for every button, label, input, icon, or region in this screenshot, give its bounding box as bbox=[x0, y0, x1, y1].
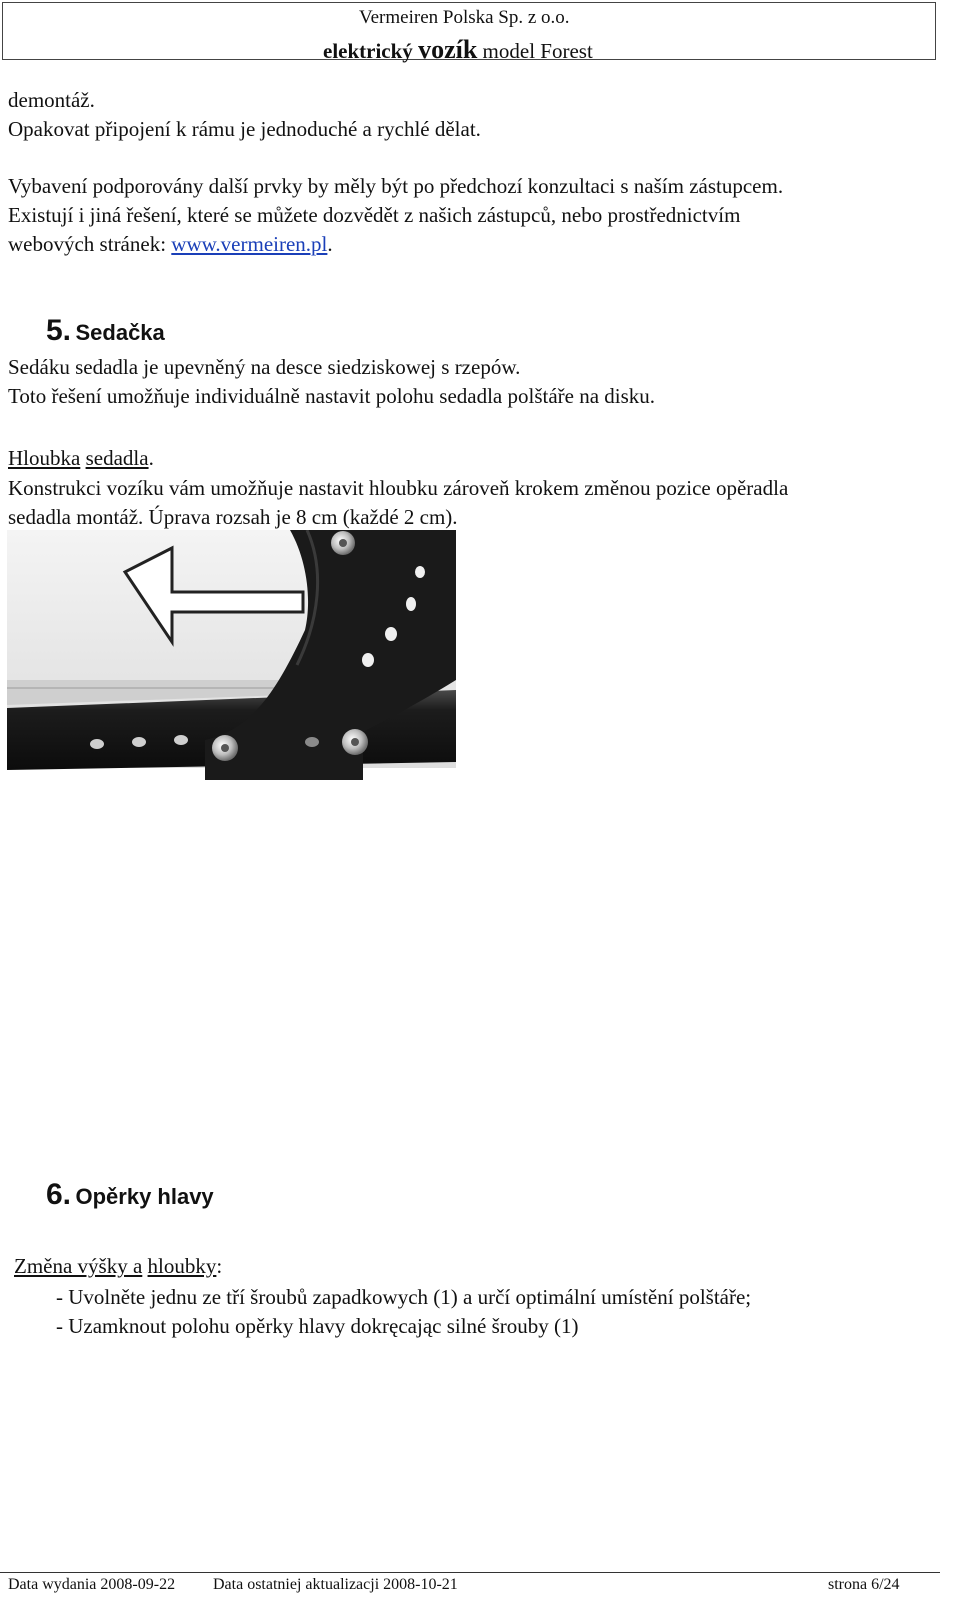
header-product-word1: elektrický bbox=[323, 39, 413, 63]
section-6-subheading bbox=[14, 1254, 222, 1279]
vermeiren-website-link[interactable]: www.vermeiren.pl bbox=[171, 232, 328, 256]
section-5-heading bbox=[46, 314, 165, 348]
height-depth-suffix: : bbox=[216, 1254, 223, 1278]
section-5-paragraph-1: Sedáku sedadla je upevněný na desce siedziskowej s rzepów. bbox=[8, 355, 521, 379]
footer-issue-date: Data wydania 2008-09-22 bbox=[8, 1576, 176, 1593]
footer-divider bbox=[0, 1572, 940, 1573]
seat-depth-suffix: . bbox=[148, 446, 154, 470]
page-header bbox=[2, 2, 936, 64]
section-6-number: 6. bbox=[46, 1178, 72, 1211]
section-5-paragraph-4: sedadla montáž. Úprava rozsah je 8 cm (každé 2 cm). bbox=[8, 505, 458, 529]
intro-line-3: Vybavení podporovány další prvky by měly být po předchozí konzultaci s naším zástupcem. bbox=[8, 174, 784, 198]
section-6-heading bbox=[46, 1178, 214, 1212]
height-depth-word-2: hloubky bbox=[147, 1254, 217, 1278]
seat-bracket-illustration bbox=[7, 530, 456, 832]
height-depth-word-1: Změna výšky a bbox=[14, 1254, 143, 1278]
section-5-paragraph-2: Toto řešení umožňuje individuálně nastavit polohu sedadla polštáře na disku. bbox=[8, 384, 656, 408]
header-company: Vermeiren Polska Sp. z o.o. bbox=[359, 7, 570, 28]
header-product bbox=[323, 35, 593, 65]
intro-line-5-prefix: webových stránek: bbox=[8, 232, 172, 256]
seat-depth-word-2: sedadla bbox=[85, 446, 149, 470]
section-5-number: 5. bbox=[46, 314, 72, 347]
header-product-rest: model Forest bbox=[482, 39, 593, 63]
intro-line-4: Existují i jiná řešení, které se můžete dozvědět z našich zástupců, nebo prostřednictvím bbox=[8, 203, 741, 227]
section-5-subheading bbox=[8, 446, 154, 471]
intro-line-2: Opakovat připojení k rámu je jednoduché a rychlé dělat. bbox=[8, 117, 481, 141]
footer-page-number: strona 6/24 bbox=[828, 1576, 900, 1593]
intro-line-5 bbox=[8, 232, 333, 257]
section-6-item-1: - Uvolněte jednu ze tří šroubů zapadkowych (1) a určí optimální umístění polštáře; bbox=[56, 1285, 752, 1309]
intro-line-5-suffix: . bbox=[327, 232, 333, 256]
seat-depth-word-1: Hloubka bbox=[8, 446, 81, 470]
section-5-title: Sedačka bbox=[75, 320, 165, 345]
header-product-word2: vozík bbox=[418, 35, 478, 64]
section-6-title: Opěrky hlavy bbox=[75, 1184, 214, 1209]
footer-update-date: Data ostatniej aktualizacji 2008-10-21 bbox=[213, 1576, 458, 1593]
section-5-paragraph-3: Konstrukci vozíku vám umožňuje nastavit hloubku zároveň krokem změnou pozice opěradla bbox=[8, 476, 789, 500]
intro-line-1: demontáž. bbox=[8, 88, 95, 112]
seat-bracket-photo bbox=[7, 530, 456, 832]
section-6-item-2: - Uzamknout polohu opěrky hlavy dokręcając silné šrouby (1) bbox=[56, 1314, 579, 1338]
